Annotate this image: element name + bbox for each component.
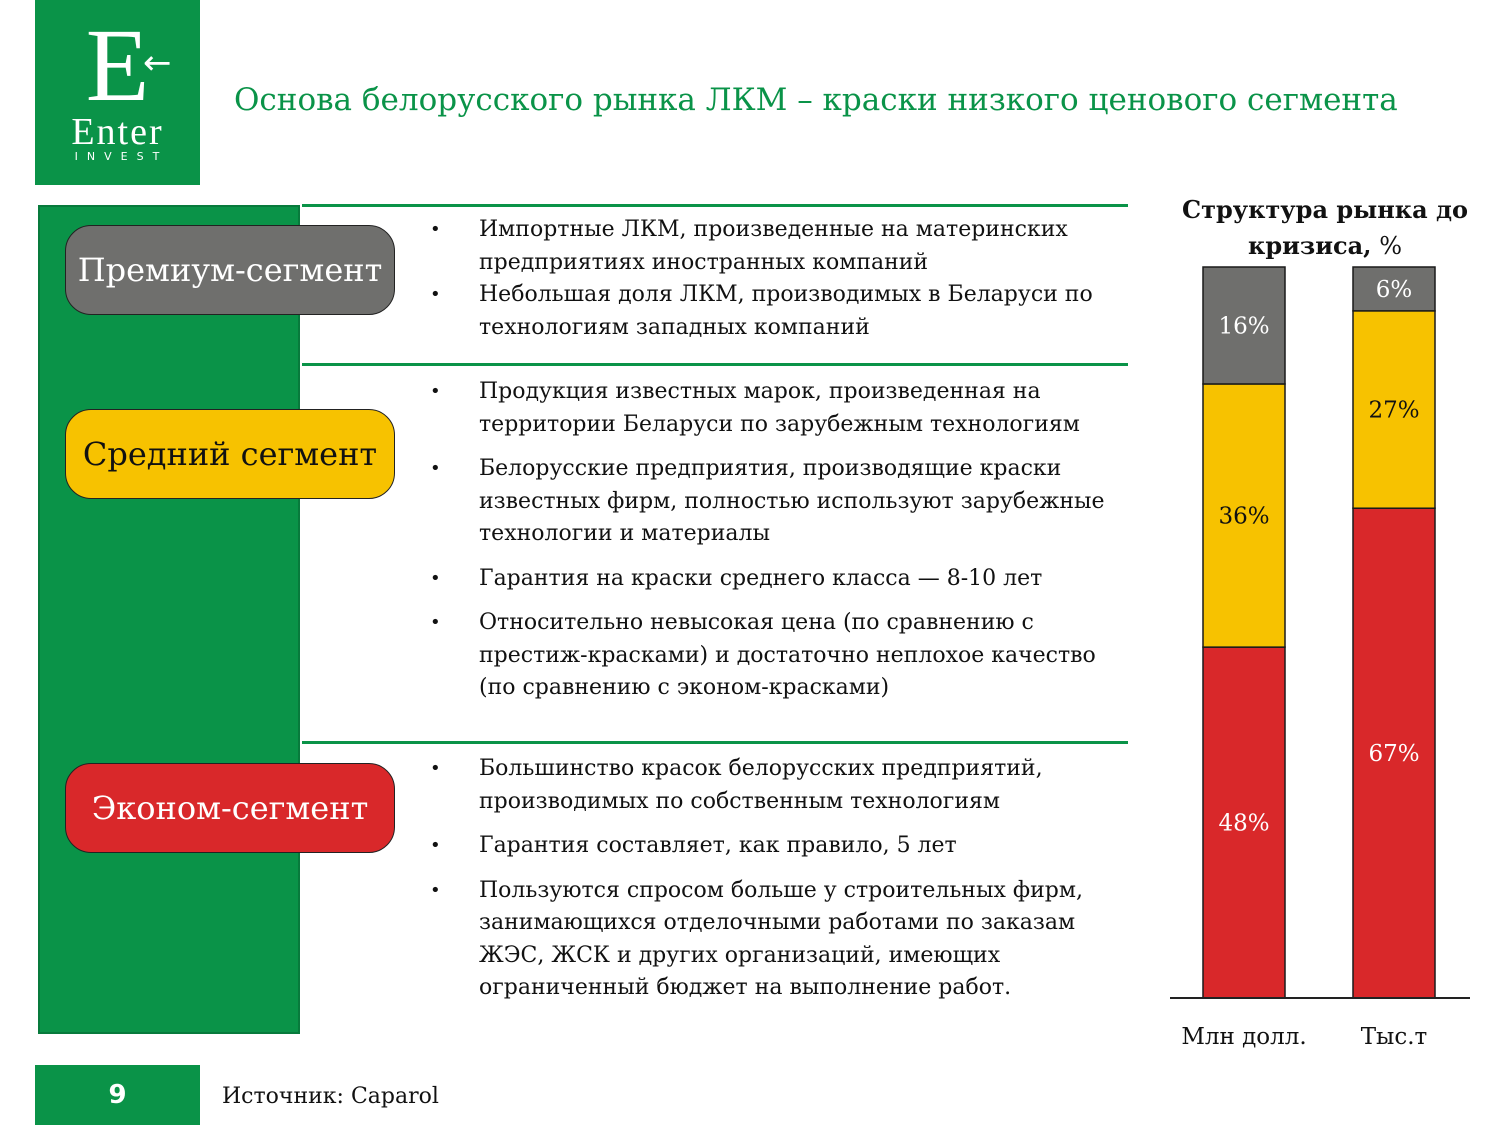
bullet-icon: • bbox=[430, 879, 441, 901]
bullet-icon: • bbox=[430, 835, 441, 856]
bullet-text: Белорусские предприятия, производящие краски известных фирм, полностью используют зарубежные технологии и материалы bbox=[479, 456, 1105, 546]
data-label: 16% bbox=[1218, 313, 1270, 340]
bullet-text: Большинство красок белорусских предприятий, производимых по собственным технологиям bbox=[479, 756, 1043, 814]
bullet-icon: • bbox=[430, 381, 441, 402]
chart-title-bold: Структура рынка до кризиса, bbox=[1181, 195, 1469, 260]
page-number: 9 bbox=[35, 1065, 200, 1125]
logo-name: Enter bbox=[71, 111, 164, 153]
bullet-text: Продукция известных марок, произведенная на территории Беларуси по зарубежным технологиям bbox=[479, 379, 1080, 437]
logo-subtitle: INVEST bbox=[74, 150, 169, 163]
data-label: 6% bbox=[1375, 276, 1413, 303]
data-label: 48% bbox=[1218, 810, 1270, 837]
segment-premium-label: Премиум-сегмент bbox=[65, 225, 395, 315]
source-note: Источник: Caparol bbox=[222, 1084, 439, 1109]
segment-middle-label: Средний сегмент bbox=[65, 409, 395, 499]
bullet-icon: • bbox=[430, 219, 441, 240]
data-label: 27% bbox=[1368, 397, 1420, 424]
segment-economy-label: Эконом-сегмент bbox=[65, 763, 395, 853]
x-tick-label: Тыс.т bbox=[1360, 1024, 1428, 1050]
bullet-text: Гарантия на краски среднего класса — 8-10 лет bbox=[479, 565, 1043, 591]
bullet-icon: • bbox=[430, 567, 441, 589]
chart-title-unit: % bbox=[1379, 232, 1402, 260]
bullet-icon: • bbox=[430, 458, 441, 479]
data-label: 36% bbox=[1218, 503, 1270, 530]
bullet-text: Пользуются спросом больше у строительных фирм, занимающихся отделочными работами по заказам ЖЭС, ЖСК и других организаций, имеющих ограниченный бюджет на выполнение работ. bbox=[479, 877, 1083, 1000]
left-arrow-icon: ← bbox=[143, 43, 172, 83]
x-tick-label: Млн долл. bbox=[1181, 1024, 1307, 1050]
logo-letter: E bbox=[85, 8, 150, 123]
page-title: Основа белорусского рынка ЛКМ – краски низкого ценового сегмента bbox=[234, 82, 1398, 118]
bullet-icon: • bbox=[430, 284, 441, 305]
data-label: 67% bbox=[1368, 741, 1420, 768]
bullet-icon: • bbox=[430, 758, 441, 779]
bullet-text: Гарантия составляет, как правило, 5 лет bbox=[479, 833, 957, 858]
bullet-text: Относительно невысокая цена (по сравнению с престиж-красками) и достаточно неплохое качество (по сравнению с эконом-красками) bbox=[479, 610, 1096, 700]
bullet-text: Импортные ЛКМ, произведенные на материнских предприятиях иностранных компаний bbox=[479, 217, 1068, 275]
bullet-text: Небольшая доля ЛКМ, производимых в Беларуси по технологиям западных компаний bbox=[479, 282, 1093, 340]
bullet-icon: • bbox=[430, 612, 441, 633]
